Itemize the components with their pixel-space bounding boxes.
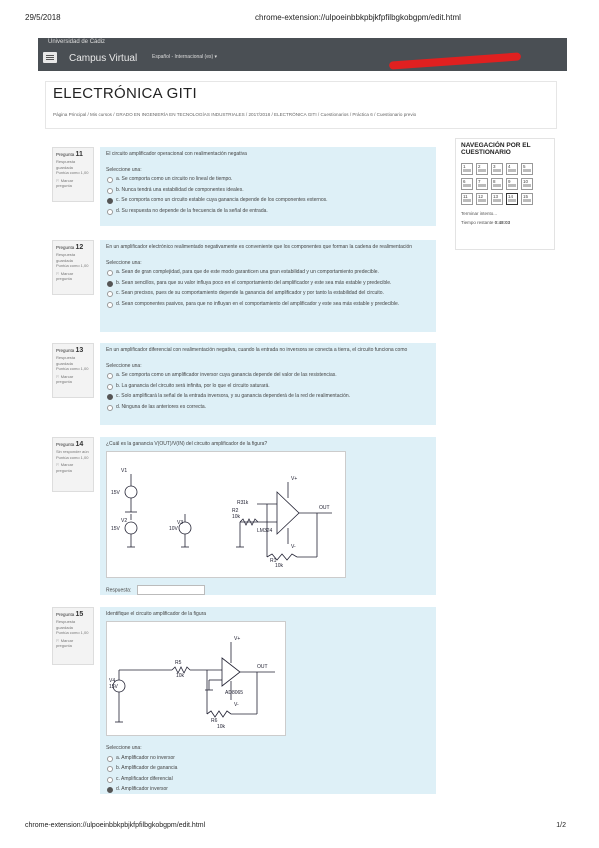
circuit-label: R6 xyxy=(211,717,218,724)
quiz-nav-button-12[interactable]: 12 xyxy=(476,193,488,205)
circuit-label: OUT xyxy=(257,663,268,670)
answer-option[interactable]: c. Solo amplificará la señal de la entrada inversora, y su ganancia dependerá de la red de realimentación. xyxy=(106,393,430,401)
flag-question-button[interactable]: ⚐ Marcar pregunta xyxy=(56,270,74,281)
page-header xyxy=(45,81,557,129)
circuit-label: R2 xyxy=(232,507,239,514)
breadcrumb[interactable]: Página Principal / Mis cursos / GRADO EN INGENIERÍA EN TECNOLOGÍAS INDUSTRIALES / 2017/2018 / ELECTRÓNICA GITI / Cuestionarios / Práctica 6 / Cuestionario previo xyxy=(53,112,417,117)
circuit-label: 15V xyxy=(109,683,118,690)
circuit-label: R3 xyxy=(237,499,244,506)
circuit-label: V+ xyxy=(291,475,298,482)
circuit-2-labels xyxy=(109,636,268,730)
answer-option[interactable]: d. Sean componentes pasivos, para que no influyan en el comportamiento del amplificador y este sea más estable y predecible. xyxy=(106,301,430,309)
quiz-nav-button-8[interactable]: 8 xyxy=(491,178,503,190)
redacted-user-name xyxy=(389,52,521,69)
flag-question-button[interactable]: ⚐ Marcar pregunta xyxy=(56,177,74,188)
circuit-label: R1 xyxy=(270,557,277,564)
hamburger-icon xyxy=(46,55,54,56)
circuit-diagram-2 xyxy=(106,621,286,736)
circuit-label: LM324 xyxy=(257,527,273,534)
select-prompt: Seleccione una: xyxy=(106,259,142,266)
circuit-label: V- xyxy=(291,543,296,550)
radio-button-selected[interactable] xyxy=(107,394,113,400)
radio-button[interactable] xyxy=(107,177,113,183)
print-page-number: 1/2 xyxy=(556,822,566,829)
radio-button[interactable] xyxy=(107,209,113,215)
select-prompt: Seleccione una: xyxy=(106,166,142,173)
answer-option[interactable]: c. Amplificador diferencial xyxy=(106,776,430,784)
question-info: Pregunta 13 Respuesta guardada Puntúa como 1,00 ⚐ Marcar pregunta xyxy=(52,343,94,398)
quiz-nav-button-5[interactable]: 5 xyxy=(521,163,533,175)
question-points: Puntúa como 1,00 xyxy=(56,630,89,636)
circuit-label: V2 xyxy=(121,517,128,524)
print-url: chrome-extension://ulpoeinbbkpbjkfpfilbgkobgpm/edit.html xyxy=(255,13,461,22)
university-name: Universidad de Cádiz xyxy=(48,39,106,45)
quiz-nav-button-11[interactable]: 11 xyxy=(461,193,473,205)
question-status: Respuesta guardada xyxy=(56,355,76,366)
answer-label: Respuesta: xyxy=(106,587,132,594)
question-text: Identifique el circuito amplificador de la figura xyxy=(106,611,207,617)
quiz-nav-button-3[interactable]: 3 xyxy=(491,163,503,175)
top-navbar xyxy=(38,38,567,71)
circuit-1-labels xyxy=(111,468,330,569)
circuit-label: V3 xyxy=(177,519,184,526)
question-nav-grid xyxy=(461,163,549,205)
circuit-label: V1 xyxy=(121,467,128,474)
radio-button[interactable] xyxy=(107,188,113,194)
radio-button[interactable] xyxy=(107,405,113,411)
answer-option[interactable]: b. Sean sencillos, para que su valor influya poco en el comportamiento del amplificador y este sea más estable y predecible. xyxy=(106,280,430,288)
quiz-navigation xyxy=(455,138,555,250)
flag-question-button[interactable]: ⚐ Marcar pregunta xyxy=(56,373,74,384)
question-text: El circuito amplificador operacional con realimentación negativa xyxy=(106,151,247,157)
flag-question-button[interactable]: ⚐ Marcar pregunta xyxy=(56,462,74,473)
select-prompt: Seleccione una: xyxy=(106,745,142,751)
quiz-nav-button-2[interactable]: 2 xyxy=(476,163,488,175)
answer-option[interactable]: a. Se comporta como un circuito no lineal de tiempo. xyxy=(106,176,430,184)
circuit-label: 10k xyxy=(217,723,226,730)
circuit-label: R5 xyxy=(175,659,182,666)
time-remaining: Tiempo restante 0:48:03 xyxy=(461,219,511,225)
circuit-label: 15V xyxy=(111,489,120,496)
answer-option[interactable]: a. Sean de gran complejidad, para que de este modo garanticen una gran estabilidad y un comportamiento predecible. xyxy=(106,269,430,277)
question-content xyxy=(100,607,436,794)
flag-question-button[interactable]: ⚐ Marcar pregunta xyxy=(56,637,74,648)
question-content xyxy=(100,343,436,425)
finish-attempt-link[interactable]: Terminar intento... xyxy=(461,210,498,216)
circuit-label: V4 xyxy=(109,677,116,684)
quiz-nav-button-7[interactable]: 7 xyxy=(476,178,488,190)
question-status: Respuesta guardada xyxy=(56,252,76,263)
page-title: ELECTRÓNICA GITI xyxy=(53,85,197,102)
print-footer-url: chrome-extension://ulpoeinbbkpbjkfpfilbgkobgpm/edit.html xyxy=(25,822,206,829)
question-info: Pregunta 15 Respuesta guardada Puntúa como 1,00 ⚐ Marcar pregunta xyxy=(52,607,94,665)
answer-option[interactable]: b. La ganancia del circuito será infinita, por lo que el circuito saturará. xyxy=(106,383,430,391)
question-text: En un amplificador electrónico realimentado negativamente es conveniente que los componentes que forman la cadena de realimentación xyxy=(106,244,413,250)
radio-button[interactable] xyxy=(107,302,113,308)
question-content xyxy=(100,437,436,595)
radio-button-selected[interactable] xyxy=(107,787,113,793)
radio-button-selected[interactable] xyxy=(107,281,113,287)
question-status: Respuesta guardada xyxy=(56,159,76,170)
answer-option[interactable]: a. Amplificador no inversor xyxy=(106,755,430,763)
radio-button-selected[interactable] xyxy=(107,198,113,204)
quiz-nav-button-1[interactable]: 1 xyxy=(461,163,473,175)
question-status: Sin responder aún xyxy=(56,449,89,455)
circuit-label: 15V xyxy=(111,525,120,532)
quiz-navigation-title: NAVEGACIÓN POR EL CUESTIONARIO xyxy=(461,142,531,157)
question-content xyxy=(100,240,436,332)
quiz-nav-button-15[interactable]: 15 xyxy=(521,193,533,205)
question-info: Pregunta 14 Sin responder aún Puntúa como 1,00 ⚐ Marcar pregunta xyxy=(52,437,94,492)
answer-option[interactable]: c. Sean precisos, pues de su comportamiento depende la ganancia del amplificador y por tanto la estabilidad del circuito. xyxy=(106,290,430,298)
question-points: Puntúa como 1,00 xyxy=(56,454,89,460)
question-info: Pregunta 11 Respuesta guardada Puntúa como 1,00 ⚐ Marcar pregunta xyxy=(52,147,94,202)
radio-button[interactable] xyxy=(107,373,113,379)
quiz-nav-button-9[interactable]: 9 xyxy=(506,178,518,190)
quiz-nav-button-10[interactable]: 10 xyxy=(521,178,533,190)
quiz-nav-button-4[interactable]: 4 xyxy=(506,163,518,175)
answer-input[interactable] xyxy=(137,585,205,595)
quiz-nav-button-14[interactable]: 14 xyxy=(506,193,518,205)
menu-toggle-button[interactable] xyxy=(43,52,57,63)
circuit-label: 10k xyxy=(275,562,284,569)
radio-button[interactable] xyxy=(107,756,113,762)
question-number: 13 xyxy=(75,347,84,354)
circuit-diagram-1 xyxy=(106,451,346,578)
circuit-label: AD8065 xyxy=(225,689,244,696)
language-menu[interactable]: Español - Internacional (es) ▾ xyxy=(152,54,218,60)
question-points: Puntúa como 1,00 xyxy=(56,366,89,372)
circuit-label: 10k xyxy=(176,672,185,679)
question-number: 14 xyxy=(75,441,84,448)
select-prompt: Seleccione una: xyxy=(106,362,142,369)
question-content xyxy=(100,147,436,226)
answer-option[interactable]: a. Se comporta como un amplificador inversor cuya ganancia depende del valor de las resistencias. xyxy=(106,372,430,380)
answer-row xyxy=(106,585,430,595)
timer-value: 0:48:03 xyxy=(494,219,511,225)
radio-button[interactable] xyxy=(107,384,113,390)
radio-button[interactable] xyxy=(107,766,113,772)
circuit-label: V- xyxy=(234,701,239,708)
question-text: En un amplificador diferencial con realimentación negativa, cuando la entrada no inversora se conecta a tierra, el circuito funciona como xyxy=(106,347,408,353)
print-date: 29/5/2018 xyxy=(25,13,61,22)
answer-option[interactable]: b. Nunca tendrá una estabilidad de componentes ideales. xyxy=(106,187,430,195)
circuit-label: V+ xyxy=(234,635,241,642)
site-brand[interactable]: Campus Virtual xyxy=(69,53,138,64)
answer-option[interactable]: c. Se comporta como un circuito estable cuya ganancia depende de los componentes externos. xyxy=(106,197,430,205)
answer-option[interactable]: d. Su respuesta no depende de la frecuencia de la señal de entrada. xyxy=(106,208,430,216)
radio-button[interactable] xyxy=(107,270,113,276)
question-number: 12 xyxy=(75,244,84,251)
radio-button[interactable] xyxy=(107,291,113,297)
radio-button[interactable] xyxy=(107,777,113,783)
answer-option[interactable]: b. Amplificador de ganancia xyxy=(106,765,430,773)
circuit-label: 10k xyxy=(232,513,241,520)
question-points: Puntúa como 1,00 xyxy=(56,170,89,176)
question-status: Respuesta guardada xyxy=(56,619,76,630)
answer-option[interactable]: d. Ninguna de las anteriores es correcta. xyxy=(106,404,430,412)
circuit-label: OUT xyxy=(319,504,330,511)
question-text: ¿Cuál es la ganancia V(OUT)/V(IN) del circuito amplificador de la figura? xyxy=(106,441,268,447)
question-info: Pregunta 12 Respuesta guardada Puntúa como 1,00 ⚐ Marcar pregunta xyxy=(52,240,94,295)
circuit-label: 1k xyxy=(243,499,249,506)
quiz-nav-button-13[interactable]: 13 xyxy=(491,193,503,205)
question-number: 11 xyxy=(75,151,83,158)
quiz-nav-button-6[interactable]: 6 xyxy=(461,178,473,190)
answer-option[interactable]: d. Amplificador inversor xyxy=(106,786,430,794)
question-number: 15 xyxy=(75,611,84,618)
question-points: Puntúa como 1,00 xyxy=(56,263,89,269)
circuit-label: 10V xyxy=(169,525,178,532)
